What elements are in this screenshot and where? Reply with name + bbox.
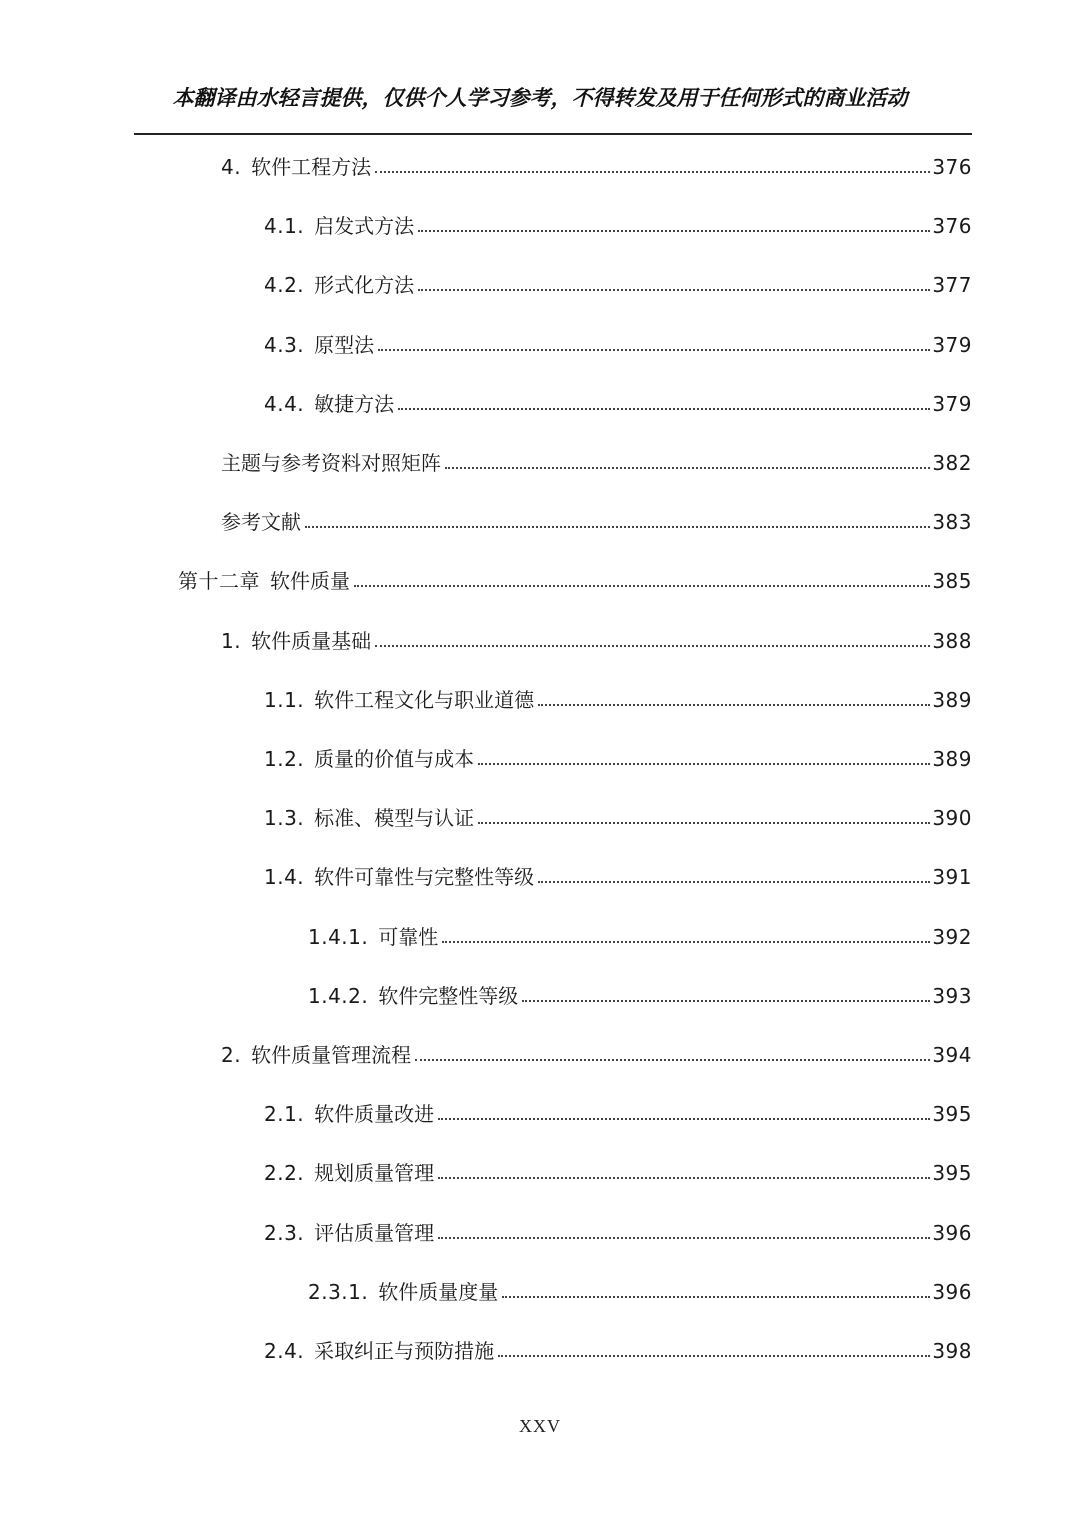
toc-entry[interactable] [264,1094,972,1126]
toc-entry-page: 379 [932,333,972,357]
toc-entry-page: 392 [932,925,972,949]
toc-entry[interactable] [264,1331,972,1363]
toc-entry-title: 软件质量管理流程 [251,1043,412,1067]
toc-entry-page: 390 [932,806,972,830]
toc-dot-leader [398,408,930,410]
toc-entry-page: 376 [932,214,972,238]
toc-entry-page: 391 [932,865,972,889]
toc-dot-leader [438,1177,930,1179]
toc-entry-title: 软件工程方法 [251,155,372,179]
toc-entry-number: 1.4.2. [308,984,369,1008]
toc-dot-leader [354,585,930,587]
toc-entry-page: 379 [932,392,972,416]
toc-entry-number: 1.1. [264,688,305,712]
toc-entry-title: 软件可靠性与完整性等级 [314,865,535,889]
toc-entry-number: 1.3. [264,806,305,830]
toc-dot-leader [418,289,930,291]
toc-entry-title: 质量的价值与成本 [314,747,475,771]
toc-entry-title: 原型法 [314,333,375,357]
toc-entry-title: 软件质量改进 [314,1102,435,1126]
toc-dot-leader [442,941,930,943]
page-number: XXV [519,1416,561,1436]
toc-entry-title: 软件质量度量 [378,1280,499,1304]
toc-entry-number: 2.4. [264,1339,305,1363]
toc-entry-number: 4.4. [264,392,305,416]
toc-dot-leader [498,1355,930,1357]
toc-entry-number: 1.2. [264,747,305,771]
toc-dot-leader [538,704,930,706]
toc-entry[interactable] [264,1213,972,1245]
toc-entry-number: 2.3. [264,1221,305,1245]
toc-entry-title: 可靠性 [378,925,439,949]
toc-dot-leader [445,467,930,469]
toc-entry[interactable] [264,857,972,889]
toc-entry[interactable] [264,325,972,357]
toc-entry[interactable] [221,443,972,475]
toc-entry-number: 1.4. [264,865,305,889]
toc-entry-page: 376 [932,155,972,179]
toc-entry-page: 396 [932,1280,972,1304]
toc-entry-page: 395 [932,1102,972,1126]
toc-entry-page: 388 [932,629,972,653]
toc-entry-number: 1.4.1. [308,925,369,949]
toc-entry-page: 389 [932,688,972,712]
toc-entry-number: 4.3. [264,333,305,357]
toc-dot-leader [478,822,930,824]
toc-entry-title: 敏捷方法 [314,392,395,416]
toc-entry-title: 软件质量基础 [251,629,372,653]
toc-entry[interactable] [221,1035,972,1067]
header-notice: 本翻译由水轻言提供，仅供个人学习参考，不得转发及用于任何形式的商业活动 [172,86,908,110]
toc-entry-title: 形式化方法 [314,273,415,297]
toc-entry-page: 389 [932,747,972,771]
toc-entry[interactable] [221,621,972,653]
toc-entry[interactable] [221,502,972,534]
toc-entry[interactable] [264,1153,972,1185]
toc-dot-leader [375,171,930,173]
toc-entry[interactable] [264,798,972,830]
toc-dot-leader [522,1000,930,1002]
toc-dot-leader [478,763,930,765]
toc-entry[interactable] [264,265,972,297]
toc-entry-page: 393 [932,984,972,1008]
toc-dot-leader [438,1118,930,1120]
toc-entry[interactable] [264,384,972,416]
toc-entry-page: 385 [932,569,972,593]
toc-entry-title: 软件完整性等级 [378,984,519,1008]
toc-entry-page: 383 [932,510,972,534]
toc-dot-leader [305,526,930,528]
toc-entry-number: 4.2. [264,273,305,297]
toc-entry-number: 4. [221,155,242,179]
toc-entry-page: 377 [932,273,972,297]
toc-entry-page: 396 [932,1221,972,1245]
toc-entry-title: 软件工程文化与职业道德 [314,688,535,712]
toc-entry-title: 标准、模型与认证 [314,806,475,830]
toc-entry-title: 采取纠正与预防措施 [314,1339,495,1363]
toc-dot-leader [378,349,930,351]
toc-entry[interactable] [308,917,972,949]
toc-entry[interactable] [264,739,972,771]
toc-entry-title: 主题与参考资料对照矩阵 [221,451,441,475]
toc-entry[interactable] [264,206,972,238]
toc-entry-page: 382 [932,451,972,475]
toc-entry-title: 启发式方法 [314,214,415,238]
toc-dot-leader [418,230,930,232]
toc-entry-number: 4.1. [264,214,305,238]
toc-entry-title: 参考文献 [221,510,301,534]
toc-dot-leader [502,1296,930,1298]
header-divider [134,133,972,135]
toc-entry-number: 2.1. [264,1102,305,1126]
toc-entry[interactable] [308,976,972,1008]
toc-entry-number: 2.3.1. [308,1280,369,1304]
toc-dot-leader [538,881,930,883]
toc-entry-number: 2. [221,1043,242,1067]
toc-dot-leader [375,645,930,647]
toc-entry[interactable] [264,680,972,712]
toc-entry[interactable] [308,1272,972,1304]
toc-entry-page: 394 [932,1043,972,1067]
toc-entry-title: 评估质量管理 [314,1221,435,1245]
toc-entry-number: 1. [221,629,242,653]
toc-entry-number: 2.2. [264,1161,305,1185]
toc-entry[interactable] [221,147,972,179]
toc-entry-title: 规划质量管理 [314,1161,435,1185]
toc-dot-leader [438,1237,930,1239]
toc-dot-leader [415,1059,930,1061]
toc-entry-number: 第十二章 [178,569,260,593]
toc-entry-title: 软件质量 [270,569,350,593]
toc-entry[interactable] [178,561,972,593]
toc-entry-page: 398 [932,1339,972,1363]
toc-entry-page: 395 [932,1161,972,1185]
